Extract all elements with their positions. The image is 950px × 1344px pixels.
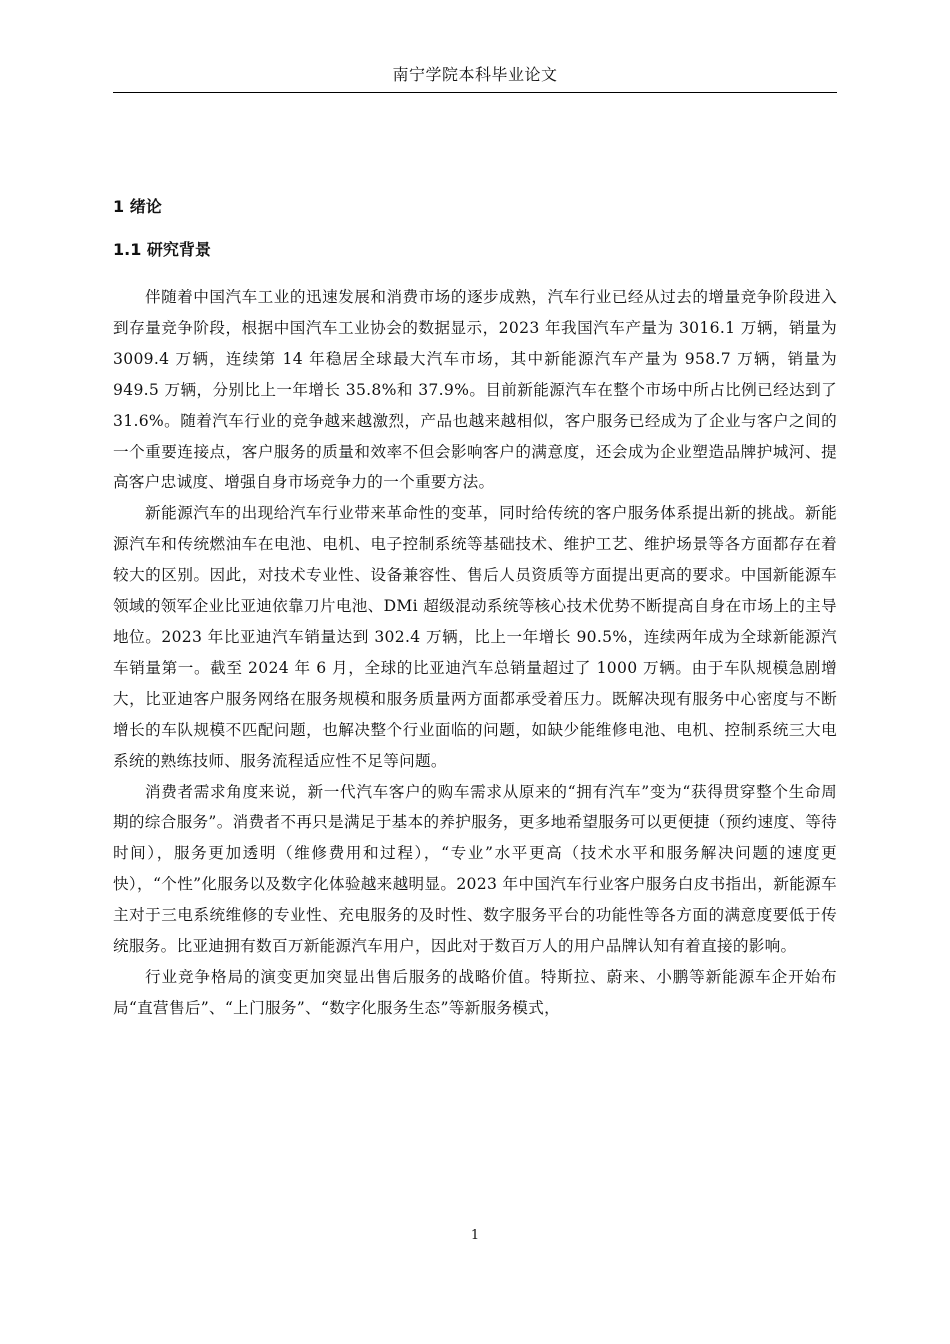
body-paragraph: 伴随着中国汽车工业的迅速发展和消费市场的逐步成熟，汽车行业已经从过去的增量竞争阶段进入到存量竞争阶段，根据中国汽车工业协会的数据显示，2023 年我国汽车产量为 3016.1 万辆，销量为 3009.4 万辆，连续第 14 年稳居全球最大汽车市场，其中新能源汽车产量为 958.7 万辆，销量为 949.5 万辆，分别比上一年增长 35.8%和 37.9%。目前新能源汽车在整个市场中所占比例已经达到了 31.6%。随着汽车行业的竞争越来越激烈，产品也越来越相似，客户服务已经成为了企业与客户之间的一个重要连接点，客户服务的质量和效率不但会影响客户的满意度，还会成为企业塑造品牌护城河、提高客户忠诚度、增强自身市场竞争力的一个重要方法。: [113, 288, 837, 492]
page-body: [113, 193, 837, 1024]
header-title: 南宁学院本科毕业论文: [392, 65, 558, 84]
page-header: [113, 0, 837, 93]
body-paragraph: 新能源汽车的出现给汽车行业带来革命性的变革，同时给传统的客户服务体系提出新的挑战。新能源汽车和传统燃油车在电池、电机、电子控制系统等基础技术、维护工艺、维护场景等各方面都存在着较大的区别。因此，对技术专业性、设备兼容性、售后人员资质等方面提出更高的要求。中国新能源车领域的领军企业比亚迪依靠刀片电池、DMi 超级混动系统等核心技术优势不断提高自身在市场上的主导地位。2023 年比亚迪汽车销量达到 302.4 万辆，比上一年增长 90.5%，连续两年成为全球新能源汽车销量第一。截至 2024 年 6 月，全球的比亚迪汽车总销量超过了 1000 万辆。由于车队规模急剧增大，比亚迪客户服务网络在服务规模和服务质量两方面都承受着压力。既解决现有服务中心密度与不断增长的车队规模不匹配问题，也解决整个行业面临的问题，如缺少能维修电池、电机、控制系统三大电系统的熟练技师、服务流程适应性不足等问题。: [113, 504, 837, 770]
chapter-heading: 1 绪论: [113, 197, 162, 216]
body-paragraph: 行业竞争格局的演变更加突显出售后服务的战略价值。特斯拉、蔚来、小鹏等新能源车企开始布局“直营售后”、“上门服务”、“数字化服务生态”等新服务模式，: [113, 967, 837, 1017]
section-heading: 1.1 研究背景: [113, 240, 211, 259]
body-paragraph: 消费者需求角度来说，新一代汽车客户的购车需求从原来的“拥有汽车”变为“获得贯穿整个生命周期的综合服务”。消费者不再只是满足于基本的养护服务，更多地希望服务可以更便捷（预约速度、等待时间），服务更加透明（维修费用和过程），“专业”水平更高（技术水平和服务解决问题的速度更快），“个性”化服务以及数字化体验越来越明显。2023 年中国汽车行业客户服务白皮书指出，新能源车主对于三电系统维修的专业性、充电服务的及时性、数字服务平台的功能性等各方面的满意度要低于传统服务。比亚迪拥有数百万新能源汽车用户，因此对于数百万人的用户品牌认知有着直接的影响。: [113, 782, 837, 956]
page-number: 1: [470, 1228, 480, 1243]
